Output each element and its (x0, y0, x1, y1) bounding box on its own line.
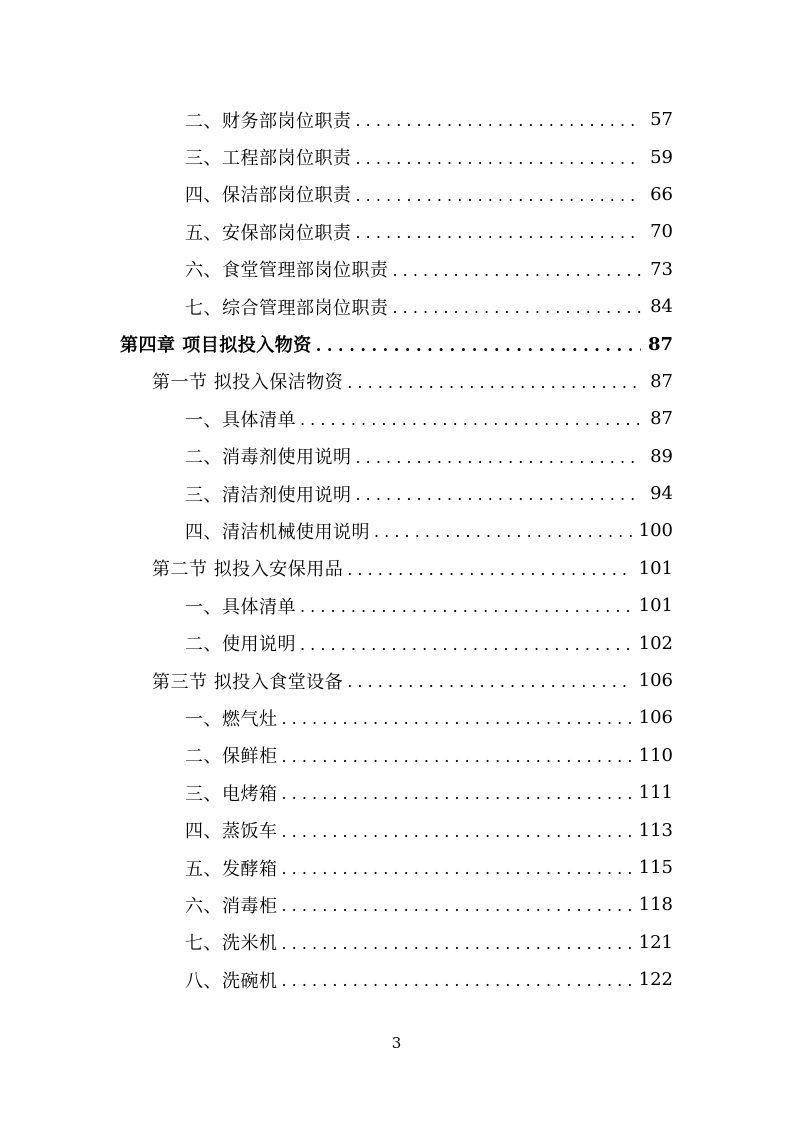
toc-entry-label: 三、清洁剂使用说明 (185, 484, 352, 506)
toc-entry-label: 一、具体清单 (185, 409, 296, 431)
toc-entry[interactable] (0, 624, 793, 661)
toc-entry-page: 113 (638, 819, 673, 841)
toc-entry-label: 四、保洁部岗位职责 (185, 185, 352, 207)
toc-entry[interactable] (0, 438, 793, 475)
toc-entry-page: 94 (650, 483, 673, 505)
toc-entry-page: 121 (638, 931, 673, 953)
toc-entry[interactable] (0, 213, 793, 250)
toc-dot-leader (316, 336, 641, 355)
toc-entry[interactable] (0, 849, 793, 886)
toc-entry-page: 106 (638, 670, 673, 692)
toc-entry[interactable] (0, 288, 793, 325)
toc-entry[interactable] (0, 101, 793, 138)
page-number: 3 (391, 1034, 402, 1052)
toc-dot-leader (282, 896, 633, 915)
toc-entry-page: 87 (650, 370, 673, 392)
toc-entry[interactable] (0, 961, 793, 998)
toc-entry[interactable] (0, 138, 793, 175)
toc-entry-label: 八、洗碗机 (185, 970, 278, 992)
toc-entry[interactable] (0, 512, 793, 549)
toc-entry-page: 111 (638, 782, 673, 804)
toc-entry[interactable] (0, 325, 793, 362)
toc-dot-leader (393, 261, 642, 280)
toc-entry-page: 66 (650, 183, 673, 205)
toc-dot-leader (282, 747, 633, 766)
toc-entry-page: 122 (638, 969, 673, 991)
toc-dot-leader (356, 186, 642, 205)
toc-entry[interactable] (0, 886, 793, 923)
toc-dot-leader (374, 522, 633, 541)
toc-entry[interactable] (0, 363, 793, 400)
toc-entry-label: 三、电烤箱 (185, 783, 278, 805)
toc-dot-leader (393, 298, 642, 317)
toc-entry-page: 115 (638, 857, 673, 878)
toc-entry-page: 100 (638, 520, 673, 542)
toc-entry-page: 57 (650, 109, 673, 131)
toc-entry-label: 三、工程部岗位职责 (185, 148, 352, 170)
toc-entry-page: 102 (638, 632, 673, 654)
toc-entry-label: 二、保鲜柜 (185, 746, 278, 768)
toc-entry-label: 二、消毒剂使用说明 (185, 447, 352, 469)
toc-entry-page: 101 (638, 557, 673, 579)
toc-entry-label: 二、使用说明 (185, 634, 296, 656)
toc-dot-leader (282, 971, 633, 990)
toc-dot-leader (356, 485, 642, 504)
toc-entry-page: 70 (650, 221, 673, 243)
toc-entry-label: 一、具体清单 (185, 596, 296, 618)
toc-entry[interactable] (0, 176, 793, 213)
toc-dot-leader (300, 597, 633, 616)
toc-entry-label: 第三节 拟投入食堂设备 (152, 671, 344, 693)
toc-entry-label: 二、财务部岗位职责 (185, 110, 352, 132)
toc-entry[interactable] (0, 924, 793, 961)
toc-entry-page: 110 (638, 744, 673, 766)
toc-entry-page: 106 (638, 707, 673, 729)
toc-entry-page: 89 (650, 445, 673, 467)
toc-entry-label: 六、消毒柜 (185, 895, 278, 917)
toc-dot-leader (356, 223, 642, 242)
toc-entry[interactable] (0, 811, 793, 848)
toc-entry-page: 84 (650, 296, 673, 318)
toc-dot-leader (282, 859, 633, 878)
toc-entry-label: 五、发酵箱 (185, 858, 278, 880)
toc-entry-label: 七、洗米机 (185, 933, 278, 955)
toc-entry-label: 第一节 拟投入保洁物资 (152, 372, 344, 394)
toc-entry-label: 四、蒸饭车 (185, 821, 278, 843)
toc-entry[interactable] (0, 774, 793, 811)
toc-entry-page: 87 (650, 408, 673, 430)
toc-entry-page: 59 (650, 146, 673, 168)
toc-dot-leader (347, 373, 641, 392)
toc-entry-label: 第二节 拟投入安保用品 (152, 559, 344, 581)
toc-entry-label: 第四章 项目拟投入物资 (120, 335, 312, 357)
toc-entry[interactable] (0, 737, 793, 774)
toc-entry[interactable] (0, 699, 793, 736)
toc-entry[interactable] (0, 550, 793, 587)
toc-dot-leader (300, 410, 641, 429)
toc-entry-label: 一、燃气灶 (185, 708, 278, 730)
toc-dot-leader (282, 934, 633, 953)
toc-entry-page: 101 (638, 595, 673, 617)
toc-entry-page: 118 (638, 894, 673, 916)
toc-entry-label: 六、食堂管理部岗位职责 (185, 260, 389, 282)
toc-entry-label: 七、综合管理部岗位职责 (185, 297, 389, 319)
toc-entry-label: 四、清洁机械使用说明 (185, 521, 370, 543)
toc-dot-leader (347, 560, 632, 579)
toc-dot-leader (356, 111, 642, 130)
toc-entry[interactable] (0, 400, 793, 437)
toc-entry-page: 87 (647, 333, 673, 355)
toc-dot-leader (282, 709, 633, 728)
toc-dot-leader (282, 822, 633, 841)
toc-dot-leader (282, 784, 633, 803)
toc-entry[interactable] (0, 475, 793, 512)
toc-dot-leader (347, 672, 632, 691)
toc-entry[interactable] (0, 251, 793, 288)
toc-entry[interactable] (0, 662, 793, 699)
toc-dot-leader (300, 635, 633, 654)
table-of-contents (0, 101, 793, 998)
toc-entry-page: 73 (650, 258, 673, 280)
toc-dot-leader (356, 149, 642, 168)
toc-entry-label: 五、安保部岗位职责 (185, 222, 352, 244)
toc-entry[interactable] (0, 587, 793, 624)
toc-dot-leader (356, 448, 642, 467)
